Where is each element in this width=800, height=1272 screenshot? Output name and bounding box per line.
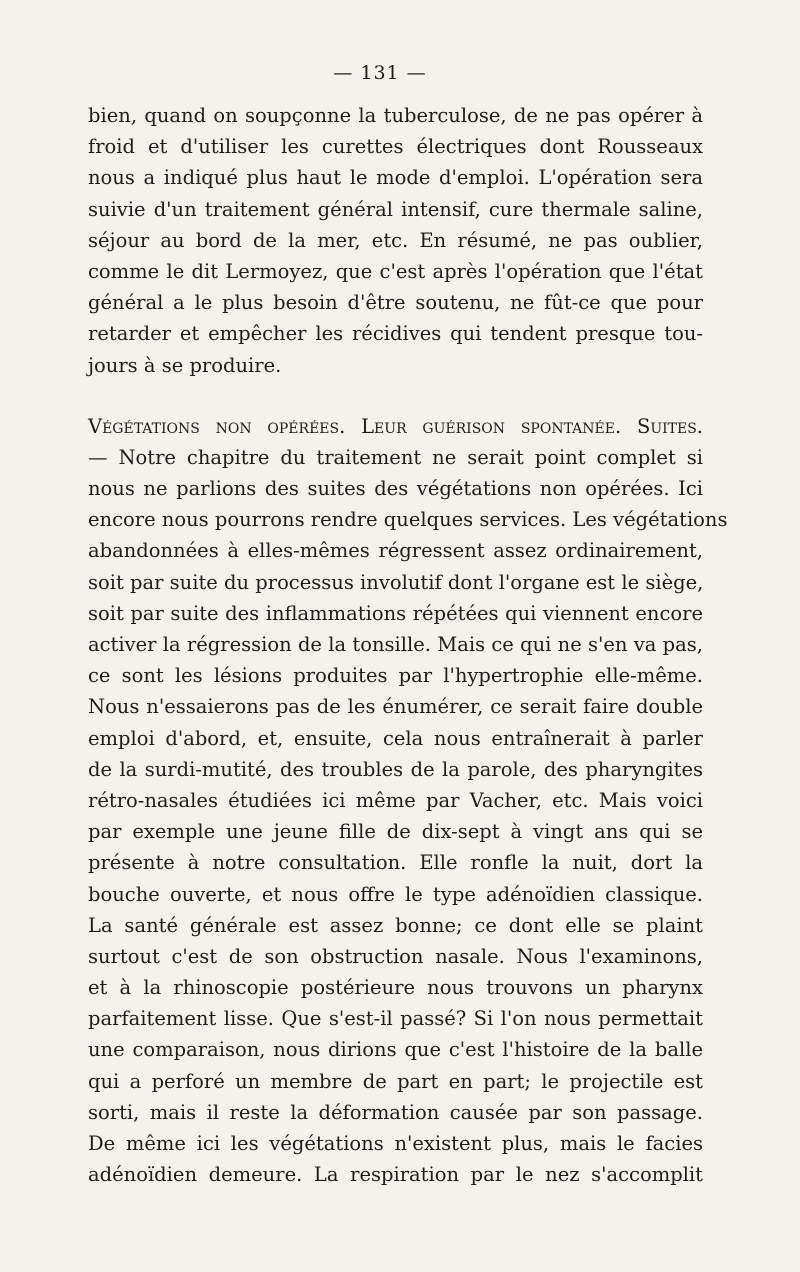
text-line: surtout c'est de son obstruction nasale. Nous l'examinons, (88, 944, 703, 968)
text-line: comme le dit Lermoyez, que c'est après l'opération que l'état (88, 259, 703, 283)
text-line: De même ici les végétations n'existent plus, mais le facies (88, 1132, 703, 1155)
text-line: jours à se produire. (88, 353, 282, 377)
text-line: général a le plus besoin d'être soutenu, ne fût-ce que pour (88, 291, 703, 315)
text-line: emploi d'abord, et, ensuite, cela nous entraînerait à parler (88, 726, 703, 750)
text-line: froid et d'utiliser les curettes électriques dont Rousseaux (88, 135, 703, 159)
text-line: soit par suite des inflammations répétées qui viennent encore (88, 601, 703, 625)
text-line: adénoïdien demeure. La respiration par le nez s'accomplit (88, 1163, 703, 1187)
text-line: ce sont les lésions produites par l'hypertrophie elle-même. (88, 664, 703, 688)
text-line: séjour au bord de la mer, etc. En résumé, ne pas oublier, (88, 228, 703, 252)
text-line: abandonnées à elles-mêmes régressent assez ordinairement, (88, 539, 703, 563)
text-line: encore nous pourrons rendre quelques services. Les végétations (88, 508, 728, 532)
text-line: bien, quand on soupçonne la tuberculose, de ne pas opérer à (88, 104, 703, 127)
text-line: de la surdi-mutité, des troubles de la parole, des pharyngites (88, 757, 703, 781)
text-line: sorti, mais il reste la déformation causée par son passage. (88, 1100, 703, 1124)
page-number: — 131 — (333, 62, 427, 84)
text-line: nous ne parlions des suites des végétations non opérées. Ici (88, 477, 703, 501)
text-line: Nous n'essaierons pas de les énumérer, ce serait faire double (88, 695, 703, 719)
text-line: activer la régression de la tonsille. Mais ce qui ne s'en va pas, (88, 633, 703, 656)
text-line: présente à notre consultation. Elle ronfle la nuit, dort la (88, 851, 703, 875)
paragraph-gap (88, 381, 703, 411)
text-line: nous a indiqué plus haut le mode d'emploi. L'opération sera (88, 166, 703, 190)
page-body (88, 100, 728, 1190)
text-line: et à la rhinoscopie postérieure nous trouvons un pharynx (88, 976, 703, 1000)
text-line: soit par suite du processus involutif dont l'organe est le siège, (88, 570, 704, 594)
text-line: bouche ouverte, et nous offre le type adénoïdien classique. (88, 882, 703, 906)
text-line: retarder et empêcher les récidives qui tendent presque tou- (88, 322, 703, 346)
section-heading: Végétations non opérées. Leur guérison spontanée. Suites. (88, 414, 703, 438)
text-line: — Notre chapitre du traitement ne serait point complet si (88, 445, 703, 469)
text-line: qui a perforé un membre de part en part; le projectile est (88, 1069, 703, 1093)
text-line: une comparaison, nous dirions que c'est l'histoire de la balle (88, 1038, 703, 1062)
text-line: rétro-nasales étudiées ici même par Vacher, etc. Mais voici (88, 788, 703, 812)
text-line: suivie d'un traitement général intensif, cure thermale saline, (88, 197, 703, 221)
text-line: par exemple une jeune fille de dix-sept à vingt ans qui se (88, 820, 703, 844)
text-line: La santé générale est assez bonne; ce dont elle se plaint (88, 913, 703, 937)
text-line: parfaitement lisse. Que s'est-il passé? Si l'on nous permettait (88, 1007, 703, 1031)
